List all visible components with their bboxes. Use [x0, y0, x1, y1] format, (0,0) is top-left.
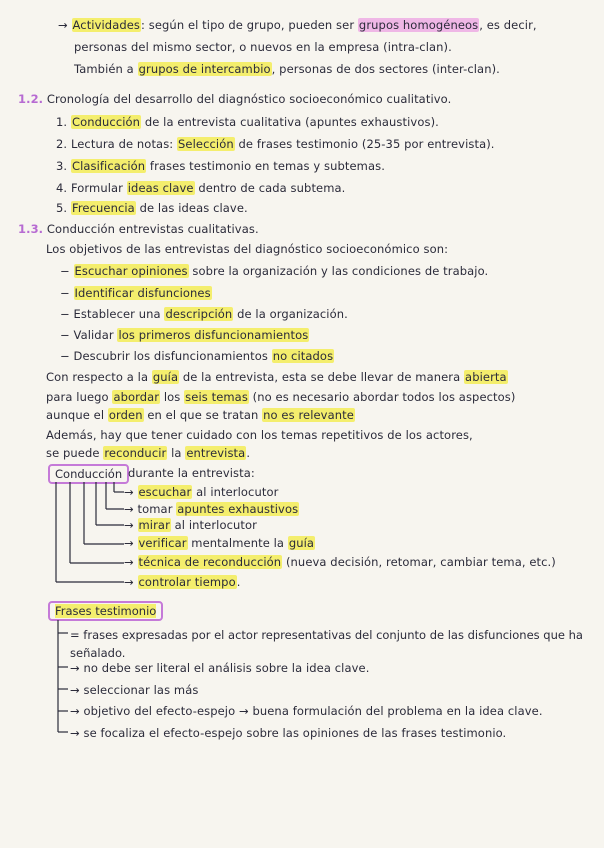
frases-item: = frases expresadas por el actor representativas del conjunto de las disfunciones que ha señalado.: [70, 628, 583, 660]
s13-lead: Los objetivos de las entrevistas del diagnóstico socioeconómico son:: [46, 242, 449, 256]
s12-item: 2. Lectura de notas: Selección de frases testimonio (25-35 por entrevista).: [56, 137, 495, 151]
s12-item: 1. Conducción de la entrevista cualitativa (apuntes exhaustivos).: [56, 115, 439, 129]
conduccion-item: → técnica de reconducción (nueva decisión, retomar, cambiar tema, etc.): [124, 555, 556, 569]
s13-bullet: − Escuchar opiniones sobre la organización y las condiciones de trabajo.: [60, 264, 489, 278]
frases-item: → se focaliza el efecto-espejo sobre las opiniones de las frases testimonio.: [70, 726, 507, 740]
frases-box-label: Frases testimonio: [48, 601, 163, 621]
conduccion-item: → tomar apuntes exhaustivos: [124, 502, 299, 516]
frases-tree-lines: [52, 620, 72, 740]
frases-item: → objetivo del efecto-espejo → buena formulación del problema en la idea clave.: [70, 704, 543, 718]
intro-line-2: personas del mismo sector, o nuevos en la empresa (intra-clan).: [74, 40, 452, 54]
conduccion-item: → escuchar al interlocutor: [124, 485, 279, 499]
s13-paragraph-line: se puede reconducir la entrevista.: [46, 446, 251, 460]
s13-bullet: − Descubrir los disfuncionamientos no citados: [60, 349, 334, 363]
section-1-2-heading: 1.2. Cronología del desarrollo del diagnóstico socioeconómico cualitativo.: [18, 92, 452, 106]
s13-bullet: − Identificar disfunciones: [60, 286, 211, 300]
conduccion-item: → verificar mentalmente la guía: [124, 536, 315, 550]
intro-line-1: → Actividades: según el tipo de grupo, pueden ser grupos homogéneos, es decir,: [58, 18, 537, 32]
frases-item: → no debe ser literal el análisis sobre la idea clave.: [70, 661, 370, 675]
s13-paragraph-line: Además, hay que tener cuidado con los temas repetitivos de los actores,: [46, 428, 473, 442]
conduccion-item: → mirar al interlocutor: [124, 518, 257, 532]
s13-paragraph-line: aunque el orden en el que se tratan no es relevante: [46, 408, 354, 422]
s12-item: 4. Formular ideas clave dentro de cada subtema.: [56, 181, 346, 195]
conduccion-suffix: durante la entrevista:: [128, 466, 255, 480]
s13-paragraph-line: Con respecto a la guía de la entrevista, esta se debe llevar de manera abierta: [46, 370, 507, 384]
frases-item: → seleccionar las más: [70, 683, 199, 697]
s12-item: 5. Frecuencia de las ideas clave.: [56, 201, 248, 215]
s13-paragraph-line: para luego abordar los seis temas (no es necesario abordar todos los aspectos): [46, 390, 516, 404]
conduccion-item: → controlar tiempo.: [124, 575, 241, 589]
conduccion-box-label: Conducción: [48, 464, 129, 484]
section-1-3-heading: 1.3. Conducción entrevistas cualitativas.: [18, 222, 259, 236]
s12-item: 3. Clasificación frases testimonio en temas y subtemas.: [56, 159, 385, 173]
intro-line-3: También a grupos de intercambio, personas de dos sectores (inter-clan).: [74, 62, 500, 76]
s13-bullet: − Establecer una descripción de la organización.: [60, 307, 348, 321]
s13-bullet: − Validar los primeros disfuncionamientos: [60, 328, 309, 342]
